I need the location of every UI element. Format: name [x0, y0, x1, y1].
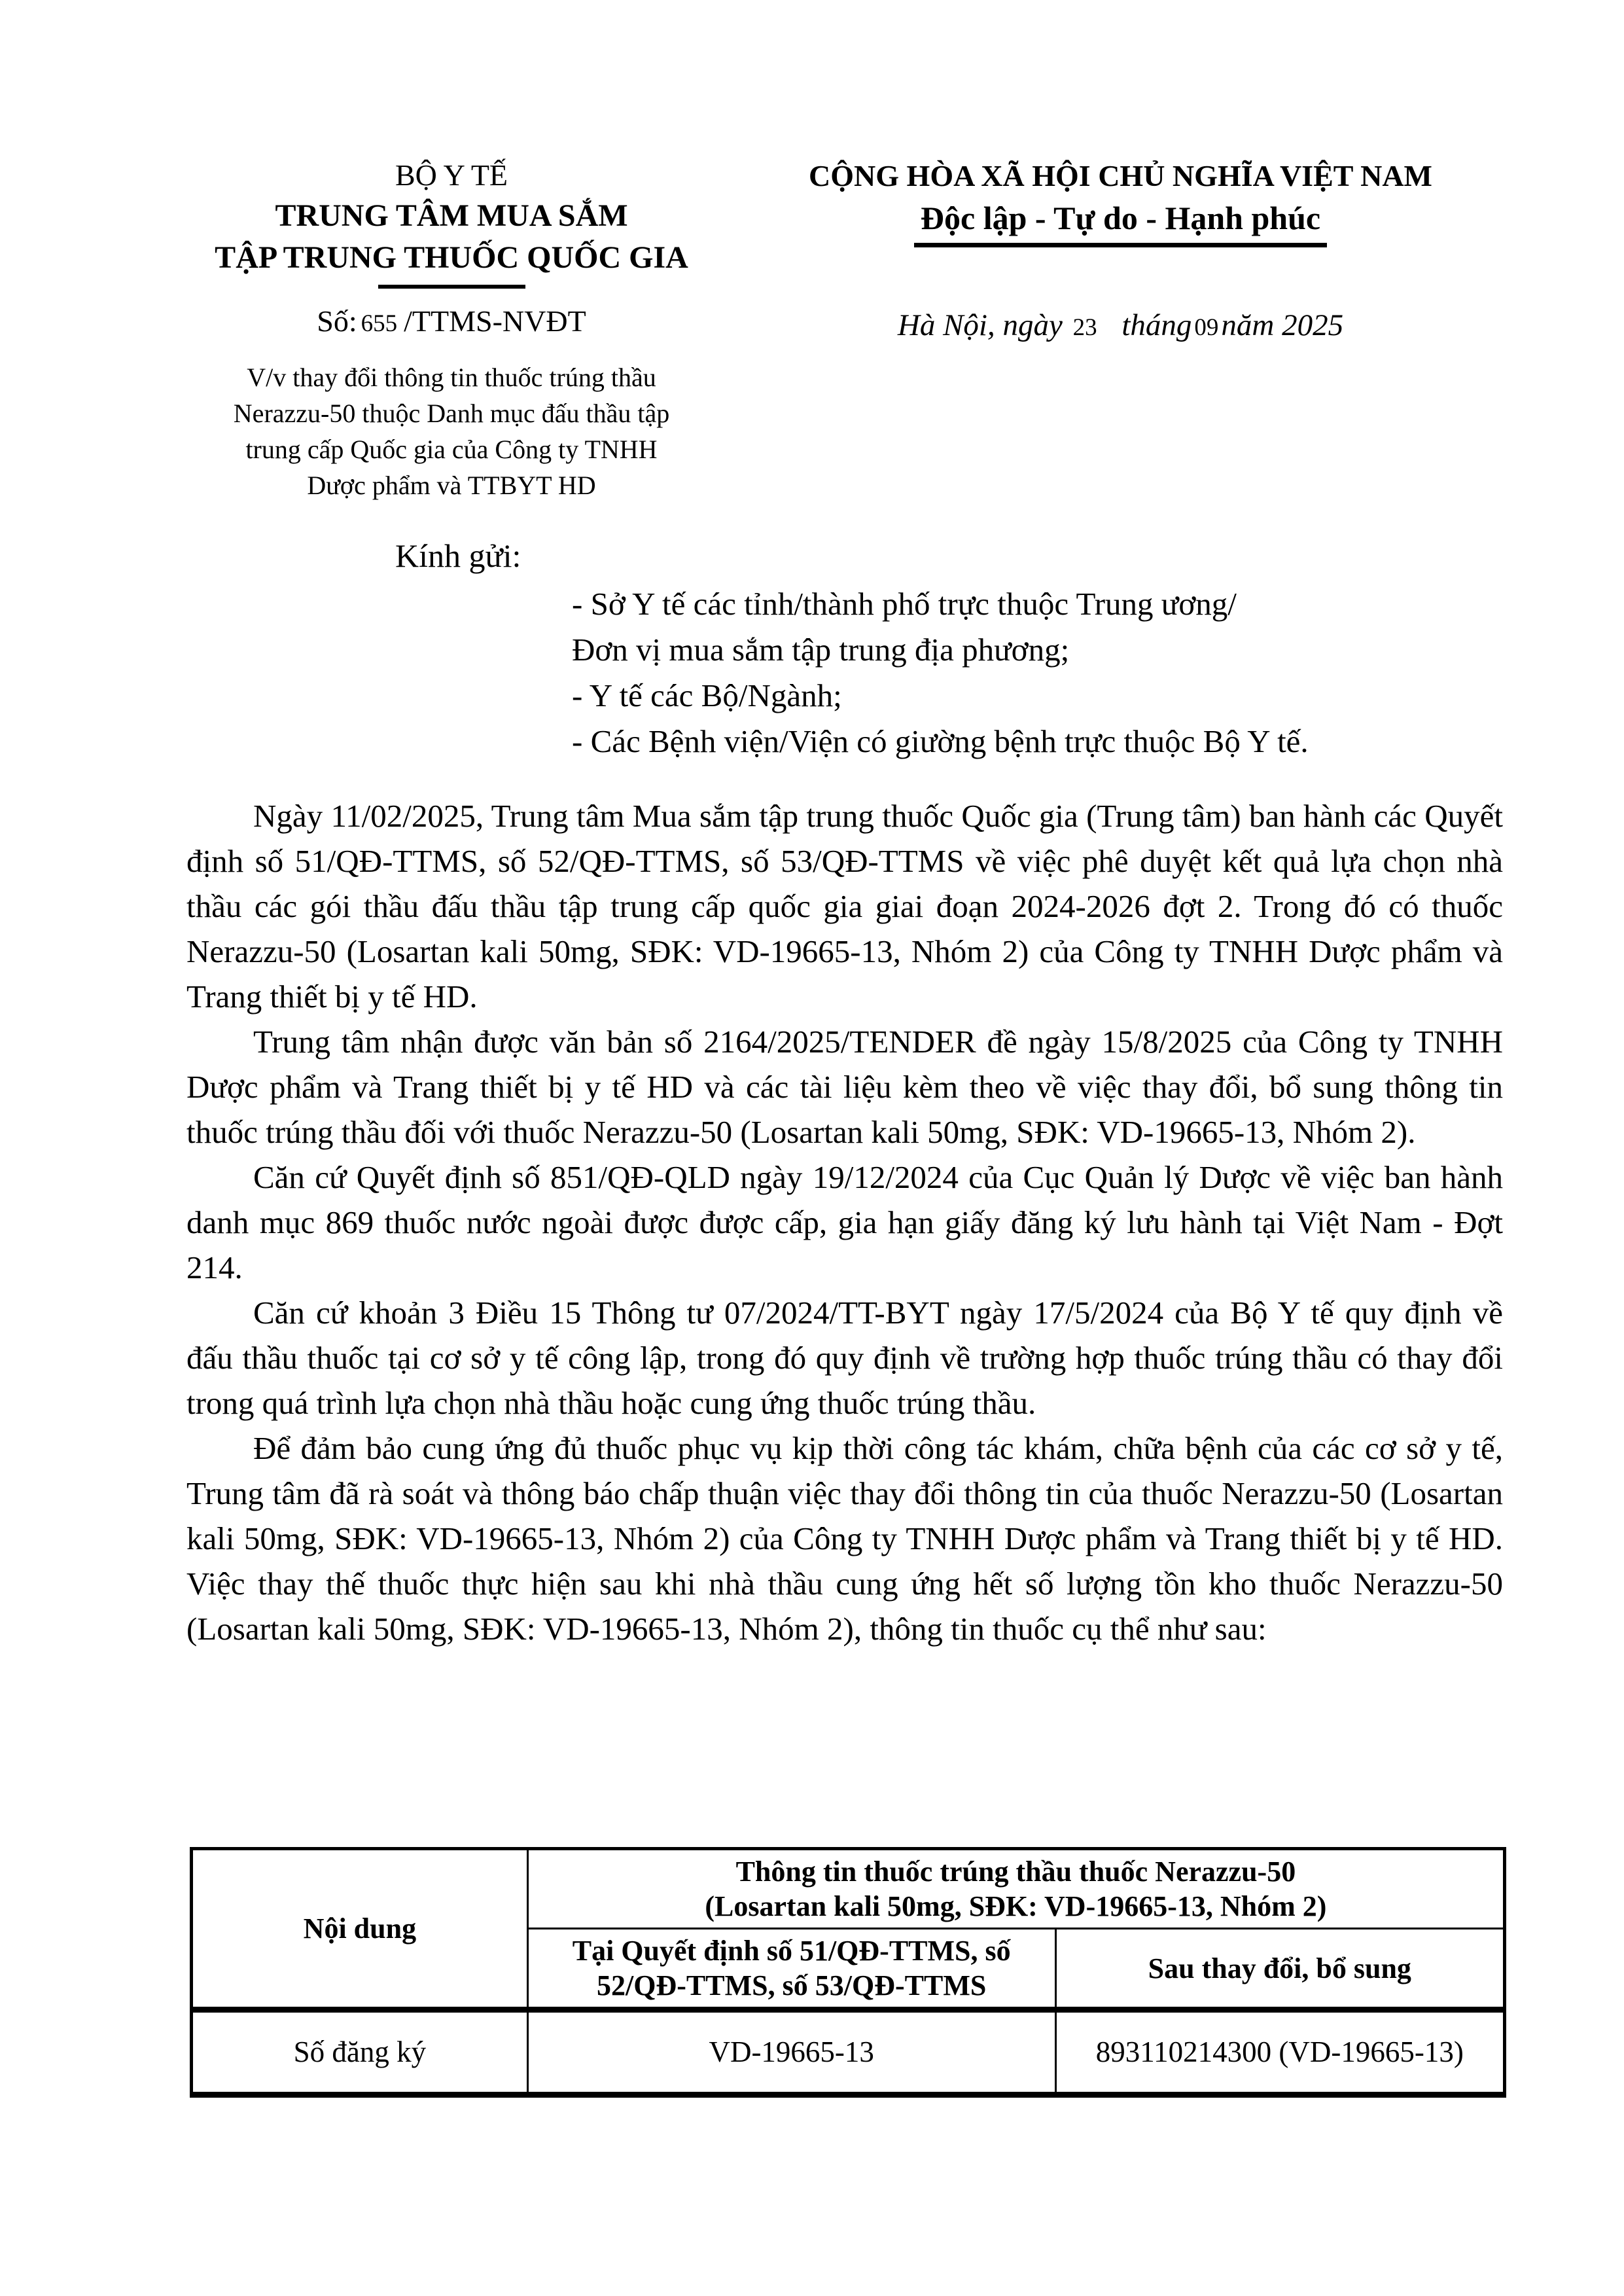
recipient-line-2: Đơn vị mua sắm tập trung địa phương;: [572, 632, 1070, 668]
date-month: 09: [1194, 314, 1219, 341]
body-paragraph-2: Trung tâm nhận được văn bản số 2164/2025/TENDER đề ngày 15/8/2025 của Công ty TNHH Dược phẩm và Trang thiết bị y tế HD và các tài liệu kèm theo về việc thay đổi, bổ sung thông tin thuốc trúng thầu đối với thuốc Nerazzu-50 (Losartan kali 50mg, SĐK: VD-19665-13, Nhóm 2).: [186, 1024, 1503, 1150]
row-label-cell: Số đăng ký: [192, 2010, 528, 2095]
body-paragraph-3: Căn cứ Quyết định số 851/QĐ-QLD ngày 19/12/2024 của Cục Quản lý Dược về việc ban hành danh mục 869 thuốc nước ngoài được được cấp, gia hạn giấy đăng ký lưu hành tại Việt Nam - Đợt 214.: [186, 1159, 1503, 1285]
table-header-row-1: [192, 1849, 1505, 1929]
table-col2-header: Tại Quyết định số 51/QĐ-TTMS, số 52/QĐ-TTMS, số 53/QĐ-TTMS: [527, 1929, 1055, 2010]
body-paragraph-5: Để đảm bảo cung ứng đủ thuốc phục vụ kịp thời công tác khám, chữa bệnh của các cơ sở y tế, Trung tâm đã rà soát và thông báo chấp thuận việc thay đổi thông tin của thuốc Nerazzu-50 (Losartan kali 50mg, SĐK: VD-19665-13, Nhóm 2) của Công ty TNHH Dược phẩm và Trang thiết bị y tế HD. Việc thay thế thuốc thực hiện sau khi nhà thầu cung ứng hết số lượng tồn kho thuốc Nerazzu-50 (Losartan kali 50mg, SĐK: VD-19665-13, Nhóm 2), thông tin thuốc cụ thể như sau:: [186, 1430, 1503, 1647]
date-suffix: năm 2025: [1221, 308, 1344, 342]
document-number-line: [164, 303, 739, 342]
issuer-block: [164, 156, 739, 503]
doc-number-prefix: Số:: [317, 304, 357, 338]
table-row-so-dang-ky: [192, 2010, 1505, 2095]
table-group-header-line2: (Losartan kali 50mg, SĐK: VD-19665-13, Nhóm 2): [705, 1890, 1327, 1922]
table-group-header: [527, 1849, 1504, 1929]
row-after-cell: 893110214300 (VD-19665-13): [1055, 2010, 1504, 2095]
subject-line-1: V/v thay đổi thông tin thuốc trúng thầu: [247, 363, 656, 392]
motto-wrap: [739, 196, 1502, 247]
issuer-divider-rule: [378, 285, 525, 289]
row-before-cell: VD-19665-13: [527, 2010, 1055, 2095]
date-day: 23: [1072, 314, 1097, 341]
body-paragraph-1: Ngày 11/02/2025, Trung tâm Mua sắm tập trung thuốc Quốc gia (Trung tâm) ban hành các Quyết định số 51/QĐ-TTMS, số 52/QĐ-TTMS, số 53/QĐ-TTMS về việc phê duyệt kết quả lựa chọn nhà thầu các gói thầu đấu thầu tập trung cấp quốc gia giai đoạn 2024-2026 đợt 2. Trong đó có thuốc Nerazzu-50 (Losartan kali 50mg, SĐK: VD-19665-13, Nhóm 2) của Công ty TNHH Dược phẩm và Trang thiết bị y tế HD.: [186, 798, 1503, 1014]
country-name: CỘNG HÒA XÃ HỘI CHỦ NGHĨA VIỆT NAM: [809, 159, 1432, 192]
national-header-block: [739, 156, 1502, 347]
org-name-line1: TRUNG TÂM MUA SẮM: [275, 198, 628, 233]
recipient-line-3: - Y tế các Bộ/Ngành;: [572, 677, 842, 713]
date-prefix: Hà Nội, ngày: [897, 308, 1063, 342]
body-paragraph-4: Căn cứ khoản 3 Điều 15 Thông tư 07/2024/TT-BYT ngày 17/5/2024 của Bộ Y tế quy định về đấu thầu thuốc tại cơ sở y tế công lập, trong đó quy định về trường hợp thuốc trúng thầu có thay đổi trong quá trình lựa chọn nhà thầu hoặc cung ứng thuốc trúng thầu.: [186, 1295, 1503, 1421]
table-col3-header: Sau thay đổi, bổ sung: [1055, 1929, 1504, 2010]
national-motto: Độc lập - Tự do - Hạnh phúc: [914, 199, 1327, 247]
recipient-line-1: - Sở Y tế các tỉnh/thành phố trực thuộc Trung ương/: [572, 586, 1237, 622]
salutation: Kính gửi:: [395, 537, 521, 574]
table-col1-header: Nội dung: [192, 1849, 528, 2010]
letter-body: [186, 793, 1503, 1651]
table-group-header-line1: Thông tin thuốc trúng thầu thuốc Nerazzu-50: [735, 1856, 1296, 1888]
recipient-line-4: - Các Bệnh viện/Viện có giường bệnh trực thuộc Bộ Y tế.: [572, 723, 1309, 759]
subject-line-4: Dược phẩm và TTBYT HD: [307, 471, 596, 500]
date-middle: tháng: [1121, 308, 1192, 342]
drug-info-table: [190, 1847, 1506, 2098]
recipient-list: [572, 581, 1508, 764]
org-name-line2: TẬP TRUNG THUỐC QUỐC GIA: [215, 240, 688, 275]
subject-block: [164, 359, 739, 503]
doc-number-suffix: /TTMS-NVĐT: [404, 304, 586, 338]
place-date-line: [739, 306, 1502, 347]
subject-line-3: trung cấp Quốc gia của Công ty TNHH: [245, 435, 658, 464]
subject-line-2: Nerazzu-50 thuộc Danh mục đấu thầu tập: [233, 399, 670, 428]
parent-org-name: BỘ Y TẾ: [395, 158, 508, 192]
doc-number-value: 655: [361, 310, 398, 337]
